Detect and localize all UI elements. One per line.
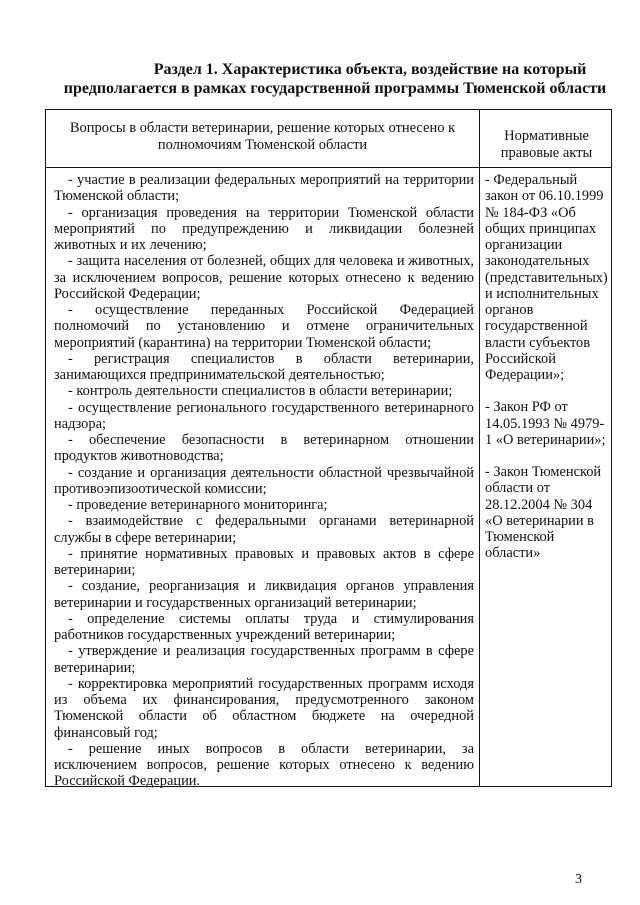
veterinary-competence-table bbox=[45, 109, 612, 790]
legal-act-item: - Закон Тюменской области от 28.12.2004 № 304 «О ветеринарии в Тюменской области» bbox=[485, 464, 602, 562]
question-item: - проведение ветеринарного мониторинга; bbox=[68, 497, 328, 513]
question-item: - организация проведения на территории Тюменской области мероприятий по предупреждению и ликвидации болезней животных и их лечению; bbox=[54, 204, 474, 253]
question-item: - утверждение и реализация государственных программ в сфере ветеринарии; bbox=[54, 643, 474, 676]
question-item: - создание и организация деятельности областной чрезвычайной противоэпизоотической комиссии; bbox=[54, 464, 474, 497]
header-questions: Вопросы в области ветеринарии, решение которых отнесено к полномочиям Тюменской области bbox=[69, 120, 456, 153]
header-legal-acts: Нормативные правовые акты bbox=[500, 128, 593, 161]
question-item: - взаимодействие с федеральными органами ветеринарной службы в сфере ветеринарии; bbox=[54, 513, 474, 546]
question-item: - корректировка мероприятий государственных программ исходя из объема их финансирования, предусмотренного законом Тюменской области об областном бюджете на очередной финансовый год; bbox=[54, 675, 474, 741]
question-item: - создание, реорганизация и ликвидация органов управления ветеринарии и государственных организаций ветеринарии; bbox=[54, 578, 474, 611]
question-item: - осуществление регионального государственного ветеринарного надзора; bbox=[54, 399, 474, 432]
legal-act-item: - Федеральный закон от 06.10.1999 № 184-ФЗ «Об общих принципах организации законодательных (представительных) и исполнительных органов государственной власти субъектов Российской Федерации»; bbox=[485, 172, 608, 383]
question-item: - регистрация специалистов в области ветеринарии, занимающихся предпринимательской деятельностью; bbox=[54, 350, 474, 383]
header-divider bbox=[46, 167, 611, 168]
legal-act-item: - Закон РФ от 14.05.1993 № 4979-1 «О ветеринарии»; bbox=[485, 399, 606, 448]
question-item: - обеспечение безопасности в ветеринарном отношении продуктов животноводства; bbox=[54, 432, 474, 465]
column-divider bbox=[479, 110, 480, 786]
legal-acts-list bbox=[485, 172, 607, 562]
section-title bbox=[40, 60, 630, 98]
question-item: - определение системы оплаты труда и стимулирования работников государственных учреждений ветеринарии; bbox=[54, 610, 474, 643]
question-item: - принятие нормативных правовых и правовых актов в сфере ветеринарии; bbox=[54, 545, 474, 578]
page-number: 3 bbox=[575, 872, 582, 887]
question-item: - участие в реализации федеральных мероприятий на территории Тюменской области; bbox=[54, 172, 474, 205]
section-title-line-1: Раздел 1. Характеристика объекта, воздействие на который bbox=[153, 61, 587, 78]
question-item: - защита населения от болезней, общих для человека и животных, за исключением вопросов, решение которых отнесено к ведению Российской Федерации; bbox=[54, 253, 474, 302]
question-item: - осуществление переданных Российской Федерацией полномочий по установлению и отмене ограничительных мероприятий (карантина) на территории Тюменской области; bbox=[54, 302, 474, 351]
section-title-line-2: предполагается в рамках государственной программы Тюменской области bbox=[63, 80, 607, 97]
question-item: - контроль деятельности специалистов в области ветеринарии; bbox=[68, 383, 453, 400]
question-item: - решение иных вопросов в области ветеринарии, за исключением вопросов, решение которых отнесено к ведению Российской Федерации. bbox=[54, 740, 474, 790]
questions-list bbox=[54, 172, 474, 790]
